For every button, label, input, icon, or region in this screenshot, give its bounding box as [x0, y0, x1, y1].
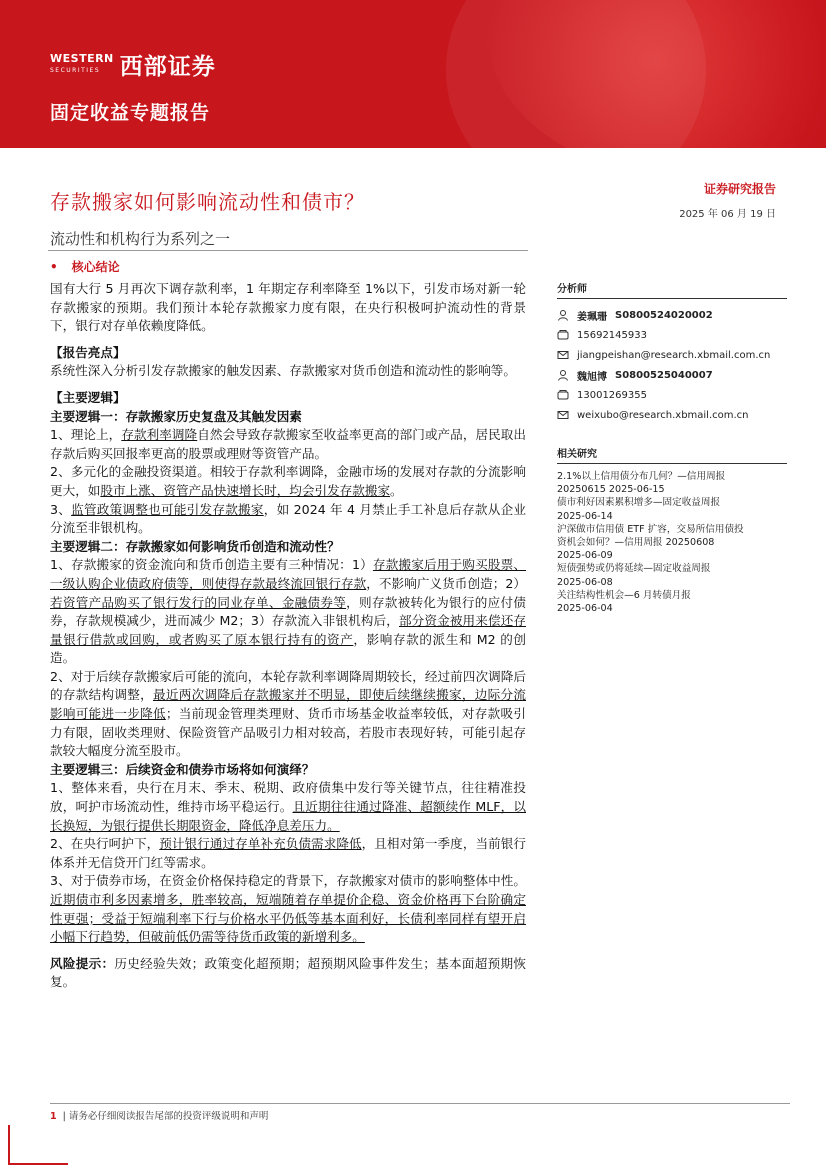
- report-category: 证券研究报告: [703, 182, 776, 196]
- report-date: 2025 年 06 月 19 日: [679, 209, 776, 220]
- page-footer: 1 | 请务必仔细阅读报告尾部的投资评级说明和声明: [50, 1111, 269, 1122]
- related-item: 2025-06-14: [557, 510, 613, 522]
- related-item[interactable]: 关注结构性机会—6 月转债月报: [557, 589, 691, 601]
- company-logo: [50, 48, 216, 81]
- core-conclusion-heading: • 核心结论: [50, 260, 120, 274]
- logic3-point2: 2、在央行呵护下，预计银行通过存单补充负债需求降低，且相对第一季度，当前银行体系并无信贷开门红等需求。: [50, 836, 527, 870]
- related-research: [557, 445, 787, 615]
- related-item: 2025-06-04: [557, 603, 613, 615]
- report-body: [50, 280, 526, 992]
- logic2-point2: 2、对于后续存款搬家后可能的流向，本轮存款利率调降周期较长，经过前四次调降后的存款结构调整，最近两次调降后存款搬家并不明显，即使后续继续搬家，边际分流影响可能进一步降低；当前现金管理类理财、货币市场基金收益率较低，对存款吸引力有限，固收类理财、保险资管产品吸引力相对较高，若股市表现好转，可能引起存款较大幅度分流至股市。: [50, 668, 527, 759]
- analyst-email-row: jiangpeishan@research.xbmail.com.cn: [557, 345, 787, 365]
- related-item[interactable]: 2.1%以上信用债分布几何？—信用周报: [557, 471, 726, 482]
- logo-english: WESTERN SECURITIES: [50, 51, 114, 74]
- person-icon: [557, 369, 569, 381]
- analyst-email-row: weixubo@research.xbmail.com.cn: [557, 405, 787, 425]
- highlights-paragraph: 系统性深入分析引发存款搬家的触发因素、存款搬家对货币创造和流动性的影响等。: [50, 363, 516, 379]
- related-item[interactable]: 债市利好因素累积增多—固定收益周报: [557, 497, 721, 509]
- report-header: [0, 0, 826, 148]
- related-item[interactable]: 资机会如何？—信用周报 20250608: [557, 537, 715, 549]
- page-number: 1: [50, 1111, 57, 1122]
- person-icon: [557, 309, 569, 321]
- analyst-phone-row: 15692145933: [557, 325, 787, 345]
- logic1-point1: 1、理论上，存款利率调降自然会导致存款搬家至收益率更高的部门或产品，居民取出存款后购买回报率更高的股票或理财等资管产品。: [50, 427, 527, 461]
- report-subtitle: 流动性和机构行为系列之一: [50, 230, 231, 248]
- logic1-point2: 2、多元化的金融投资渠道。相较于存款利率调降，金融市场的发展对存款的分流影响更大，如股市上涨、资管产品快速增长时，均会引发存款搬家。: [50, 464, 526, 498]
- related-item: 20250615 2025-06-15: [557, 484, 665, 496]
- related-heading: 相关研究: [557, 445, 787, 464]
- corner-mark: [8, 1163, 68, 1165]
- email-icon: [557, 409, 569, 421]
- related-item: 2025-06-08: [557, 576, 613, 588]
- email-icon: [557, 349, 569, 361]
- analyst-row: 姜珮珊 S0800524020002: [557, 305, 787, 325]
- logic3-heading: 主要逻辑三：后续资金和债券市场将如何演绎？: [50, 761, 315, 777]
- analyst-heading: 分析师: [557, 280, 787, 299]
- logic2-heading: 主要逻辑二：存款搬家如何影响货币创造和流动性？: [50, 538, 340, 554]
- analyst-row: 魏旭博 S0800525040007: [557, 365, 787, 385]
- related-item: 2025-06-09: [557, 550, 613, 562]
- footer-divider: [50, 1103, 790, 1104]
- logo-chinese: 西部证券: [119, 54, 216, 80]
- related-item[interactable]: 沪深做市信用债 ETF 扩容，交易所信用债投: [557, 523, 744, 535]
- highlights-heading: 【报告亮点】: [50, 344, 126, 360]
- risk-warning: 风险提示：历史经验失效；政策变化超预期；超预期风险事件发生；基本面超预期恢复。: [50, 955, 527, 990]
- sidebar: [557, 280, 787, 615]
- disclaimer-note: 请务必仔细阅读报告尾部的投资评级说明和声明: [68, 1111, 269, 1122]
- report-title: 存款搬家如何影响流动性和债市？: [50, 190, 365, 214]
- bullet-icon: •: [50, 260, 58, 274]
- phone-icon: [557, 329, 569, 341]
- header-decoration: [446, 0, 706, 148]
- logic3-point1: 1、整体来看，央行在月末、季末、税期、政府债集中发行等关键节点，往往精准投放，呵护市场流动性，维持市场平稳运行。且近期往往通过降准、超额续作 MLF，以长换短，为银行提供长期限资金，降低净息差压力。: [50, 780, 526, 833]
- logic2-point1: 1、存款搬家的资金流向和货币创造主要有三种情况：1）存款搬家后用于购买股票、一级认购企业债政府债等，则使得存款最终流回银行存款，不影响广义货币创造；2）若资管产品购买了银行发行的同业存单、金融债券等，则存款被转化为银行的应付债券，存款规模减少，进而减少 M2；3）存款流入非银机构后，部分资金被用来偿还存量银行借款或回购，或者购买了原本银行持有的资产，影响存款的派生和 M2 的创造。: [50, 557, 527, 666]
- phone-icon: [557, 389, 569, 401]
- title-divider: [48, 250, 528, 251]
- logic-heading: 【主要逻辑】: [50, 389, 126, 405]
- related-item[interactable]: 短债强势或仍将延续—固定收益周报: [557, 563, 711, 575]
- analyst-phone-row: 13001269355: [557, 385, 787, 405]
- logic1-point3: 3、监管政策调整也可能引发存款搬家，如 2024 年 4 月禁止手工补息后存款从企业分流至非银机构。: [50, 501, 527, 536]
- corner-mark: [8, 1125, 10, 1165]
- intro-paragraph: 国有大行 5 月再次下调存款利率，1 年期定存利率降至 1%以下，引发市场对新一轮存款搬家的预期。我们预计本轮存款搬家力度有限，在央行积极呵护流动性的背景下，银行对存单依赖度降低。: [50, 281, 526, 334]
- logic3-point3: 3、对于债券市场，在资金价格保持稳定的背景下，存款搬家对债市的影响整体中性。近期债市利多因素增多，胜率较高，短端随着存单提价企稳、资金价格再下台阶确定性更强；受益于短端利率下行与价格水平仍低等基本面利好，长债利率同样有望开启小幅下行趋势，但破前低仍需等待货币政策的新增利多。: [50, 873, 526, 945]
- report-type: 固定收益专题报告: [50, 102, 211, 124]
- logic1-heading: 主要逻辑一：存款搬家历史复盘及其触发因素: [50, 408, 302, 424]
